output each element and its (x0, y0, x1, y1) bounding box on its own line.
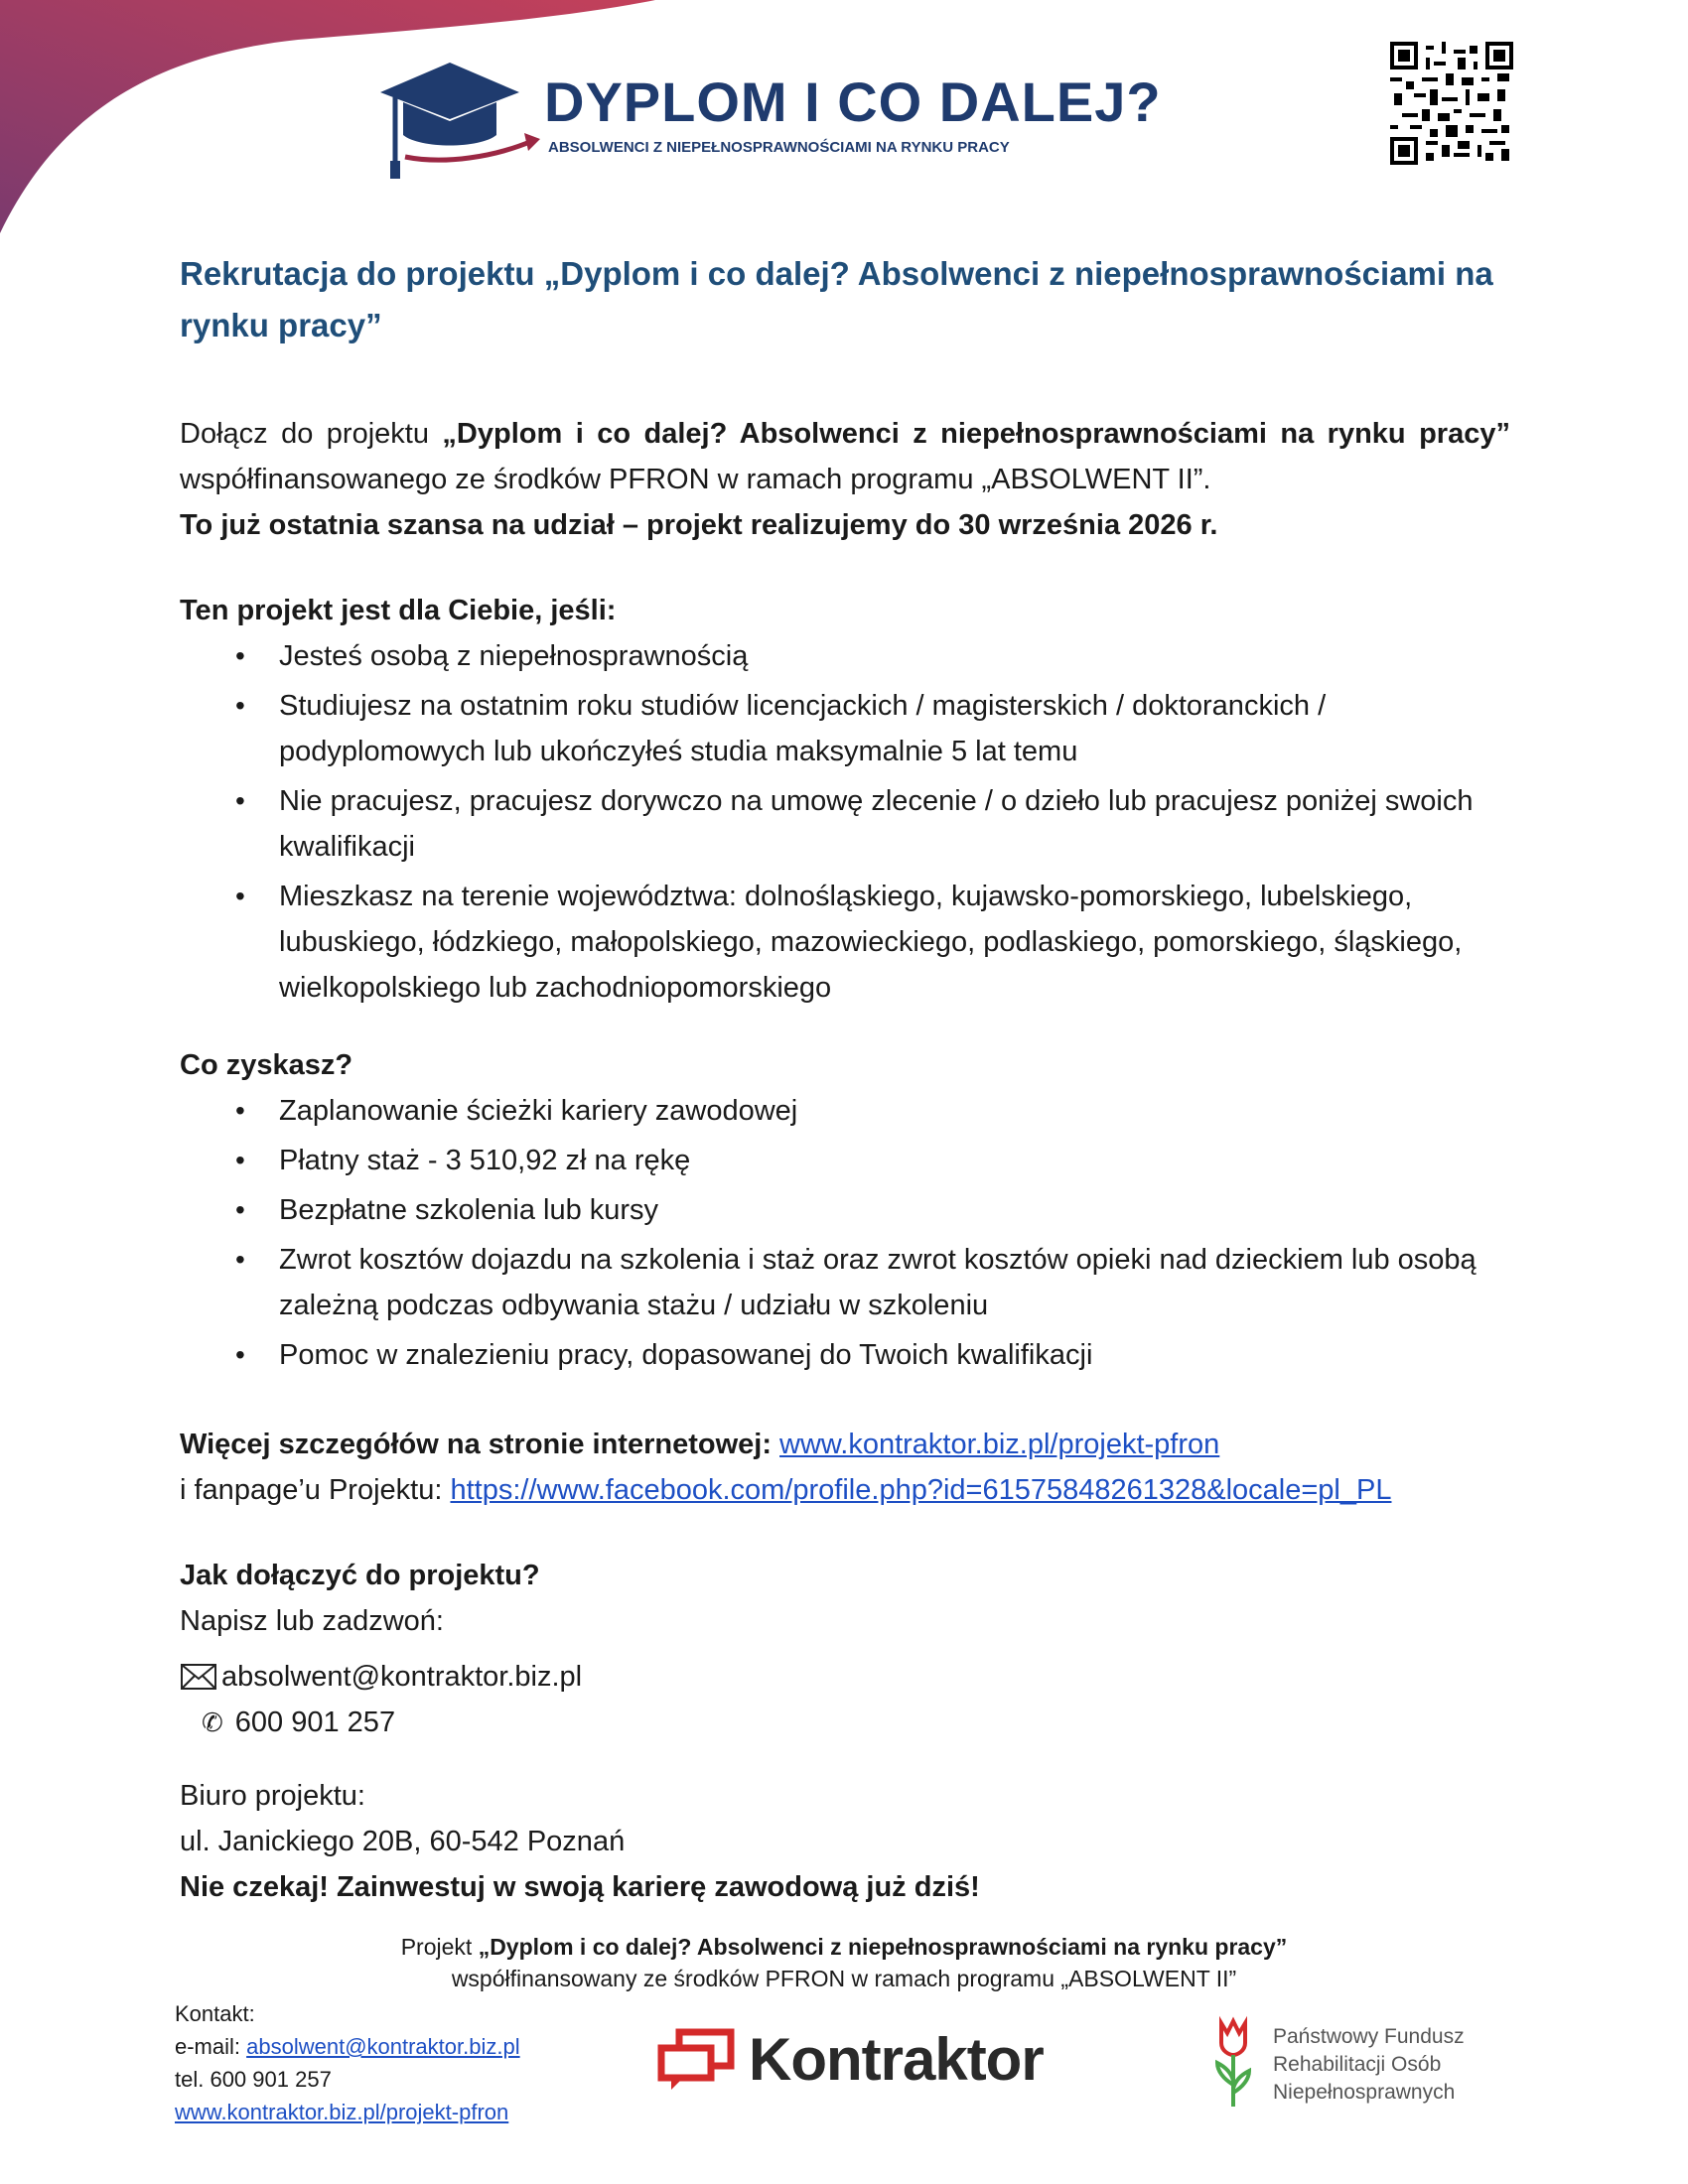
intro-lead: Dołącz do projektu (180, 418, 443, 450)
pfron-line-1: Państwowy Fundusz (1273, 2025, 1465, 2048)
kontraktor-logo (657, 2025, 1044, 2094)
contact-phone: 600 901 257 (234, 1706, 396, 1738)
list-item: • Pomoc w znalezieniu pracy, dopasowanej do Twoich kwalifikacji (279, 1332, 1510, 1378)
phone-contact (180, 1700, 1510, 1745)
list-item: • Zaplanowanie ścieżki kariery zawodowej (279, 1088, 1510, 1134)
website-link[interactable]: www.kontraktor.biz.pl/projekt-pfron (779, 1429, 1220, 1460)
benefits-list (180, 1088, 1510, 1378)
footer-email-link[interactable]: absolwent@kontraktor.biz.pl (246, 2034, 520, 2059)
call-to-action: Nie czekaj! Zainwestuj w swoją karierę zawodową już dziś! (180, 1871, 980, 1903)
last-chance-text: To już ostatnia szansa na udział – projekt realizujemy do 30 września 2026 r. (180, 509, 1218, 541)
footer-contact (175, 1997, 520, 2128)
eligibility-title: Ten projekt jest dla Ciebie, jeśli: (180, 595, 617, 626)
list-item: • Jesteś osobą z niepełnosprawnością (279, 633, 1510, 679)
intro-rest: współfinansowanego ze środków PFRON w ramach programu „ABSOLWENT II”. (180, 464, 1211, 495)
main-content (180, 248, 1510, 1910)
footer-project-lead: Projekt (400, 1934, 479, 1960)
pfron-line-3: Niepełnosprawnych (1273, 2081, 1456, 2104)
speech-bubbles-icon (657, 2028, 735, 2092)
list-item: • Zwrot kosztów dojazdu na szkolenia i staż oraz zwrot kosztów opieki nad dzieckiem lub osobą zależną podczas odbywania stażu / udziału w szkoleniu (279, 1237, 1510, 1328)
footer-phone: tel. 600 901 257 (175, 2067, 332, 2092)
office-address: ul. Janickiego 20B, 60-542 Poznań (180, 1826, 626, 1857)
fanpage-label: i fanpage’u Projektu: (180, 1474, 451, 1506)
contact-email: absolwent@kontraktor.biz.pl (221, 1661, 583, 1693)
benefits-title: Co zyskasz? (180, 1049, 353, 1081)
fanpage-line (180, 1467, 1510, 1513)
list-item: • Płatny staż - 3 510,92 zł na rękę (279, 1138, 1510, 1183)
intro-paragraph (180, 411, 1510, 502)
list-item: • Studiujesz na ostatnim roku studiów licencjackich / magisterskich / doktoranckich / podyplomowych lub ukończyłeś studia maksymalnie 5 lat temu (279, 683, 1510, 774)
office-label: Biuro projektu: (180, 1780, 365, 1812)
pfron-logo (1211, 2015, 1465, 2111)
footer-project-line (0, 1931, 1688, 1963)
tulip-icon (1211, 2015, 1257, 2111)
footer-email-line (175, 2030, 520, 2063)
more-info-line (180, 1422, 1510, 1467)
pfron-line-2: Rehabilitacji Osób (1273, 2053, 1442, 2076)
phone-icon: ✆ (202, 1707, 223, 1737)
list-item: • Mieszkasz na terenie województwa: dolnośląskiego, kujawsko-pomorskiego, lubelskiego, lubuskiego, łódzkiego, małopolskiego, mazowieckiego, podlaskiego, pomorskiego, śląskiego, wielkopolskiego lub zachodniopomorskiego (279, 874, 1510, 1011)
graduation-cap-icon (375, 58, 544, 182)
list-item: • Nie pracujesz, pracujesz dorywczo na umowę zlecenie / o dzieło lub pracujesz poniżej swoich kwalifikacji (279, 778, 1510, 870)
join-title: Jak dołączyć do projektu? (180, 1560, 540, 1591)
footer-project-name: „Dyplom i co dalej? Absolwenci z niepełnosprawnościami na rynku pracy” (478, 1934, 1288, 1960)
eligibility-list (180, 633, 1510, 1011)
list-item: • Bezpłatne szkolenia lub kursy (279, 1187, 1510, 1233)
footer-project-info (0, 1931, 1688, 1994)
logo-title: DYPLOM I CO DALEJ? (544, 70, 1162, 133)
email-contact (180, 1654, 1510, 1700)
footer-email-label: e-mail: (175, 2034, 247, 2059)
footer-contact-label: Kontakt: (175, 2001, 255, 2026)
logo-subtitle: ABSOLWENCI Z NIEPEŁNOSPRAWNOŚCIAMI NA RYNKU PRACY (548, 139, 1010, 156)
qr-code-icon (1390, 42, 1513, 165)
footer-website-link[interactable]: www.kontraktor.biz.pl/projekt-pfron (175, 2100, 509, 2124)
intro-project-name: „Dyplom i co dalej? Absolwenci z niepełnosprawnościami na rynku pracy” (442, 418, 1510, 450)
page-title: Rekrutacja do projektu „Dyplom i co dalej? Absolwenci z niepełnosprawnościami na rynku pracy” (180, 255, 1493, 343)
footer-funding: współfinansowany ze środków PFRON w ramach programu „ABSOLWENT II” (451, 1966, 1237, 1991)
pfron-logo-text (1273, 2023, 1465, 2107)
envelope-icon (180, 1662, 219, 1692)
join-prompt: Napisz lub zadzwoń: (180, 1605, 444, 1637)
fanpage-link[interactable]: https://www.facebook.com/profile.php?id=61575848261328&locale=pl_PL (450, 1474, 1392, 1506)
kontraktor-logo-text: Kontraktor (749, 2026, 1044, 2093)
more-info-label: Więcej szczegółów na stronie internetowej: (180, 1429, 780, 1460)
